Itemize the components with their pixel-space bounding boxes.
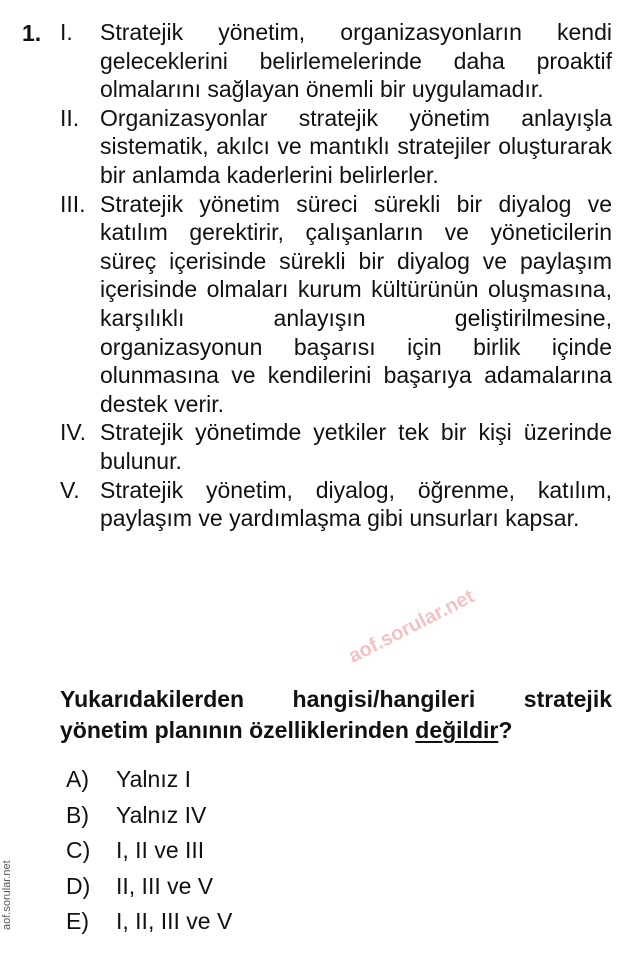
statement-numeral: II.: [60, 104, 80, 131]
question-number: 1.: [22, 20, 42, 46]
option-d[interactable]: [66, 869, 232, 905]
statement-text: Organizasyonlar stratejik yönetim anlayışla sistematik, akılcı ve mantıklı stratejiler oluşturarak bir anlamda kaderlerini belirlerler.: [100, 104, 612, 188]
statement-text: Stratejik yönetim, diyalog, öğrenme, katılım, paylaşım ve yardımlaşma gibi unsurları kapsar.: [100, 476, 612, 532]
question-prompt: [60, 684, 612, 746]
prompt-text: Yukarıdakilerden hangisi/hangileri stratejik yönetim planının özelliklerinden: [60, 686, 612, 743]
prompt-underlined-word: değildir: [415, 717, 499, 743]
statement-numeral: V.: [60, 476, 80, 503]
option-a[interactable]: [66, 762, 232, 798]
statement-item-1: [60, 18, 612, 104]
option-label: E): [66, 908, 89, 934]
answer-options: [66, 762, 232, 940]
option-label: C): [66, 837, 91, 863]
statement-text: Stratejik yönetim süreci sürekli bir diyalog ve katılım gerektirir, çalışanların ve yöneticilerin süreç içerisinde sürekli bir diyalog ve paylaşım içerisinde olmaları kurum kültürünün oluşmasına, karşılıklı anlayışın geliştirilmesine, organizasyonun başarısı için birlik içinde olunmasına ve kendilerini başarıya adamalarına destek verir.: [100, 190, 612, 417]
option-text: I, II ve III: [116, 837, 205, 863]
statement-text: Stratejik yönetimde yetkiler tek bir kişi üzerinde bulunur.: [100, 419, 612, 474]
statement-item-5: [60, 476, 612, 533]
option-label: B): [66, 801, 89, 828]
statement-numeral: I.: [60, 19, 73, 45]
side-watermark: aof.sorular.net: [1, 860, 13, 930]
prompt-question-mark: ?: [498, 717, 513, 743]
option-b[interactable]: [66, 798, 232, 834]
option-text: Yalnız I: [116, 766, 191, 792]
option-label: A): [66, 766, 89, 792]
option-text: I, II, III ve V: [116, 908, 233, 934]
option-e[interactable]: [66, 904, 232, 940]
statement-list: [60, 18, 612, 533]
watermark: aof.sorular.net: [345, 585, 478, 668]
statement-item-4: [60, 418, 612, 475]
statement-item-3: [60, 190, 612, 419]
statement-numeral: IV.: [60, 419, 87, 446]
option-text: Yalnız IV: [116, 801, 207, 828]
statement-item-2: [60, 104, 612, 190]
option-text: II, III ve V: [116, 872, 214, 899]
statement-text: Stratejik yönetim, organizasyonların kendi geleceklerini belirlemelerinde daha proaktif olmalarını sağlayan önemli bir uygulamadır.: [100, 19, 612, 103]
statement-numeral: III.: [60, 190, 86, 217]
option-c[interactable]: [66, 833, 232, 869]
option-label: D): [66, 872, 91, 899]
